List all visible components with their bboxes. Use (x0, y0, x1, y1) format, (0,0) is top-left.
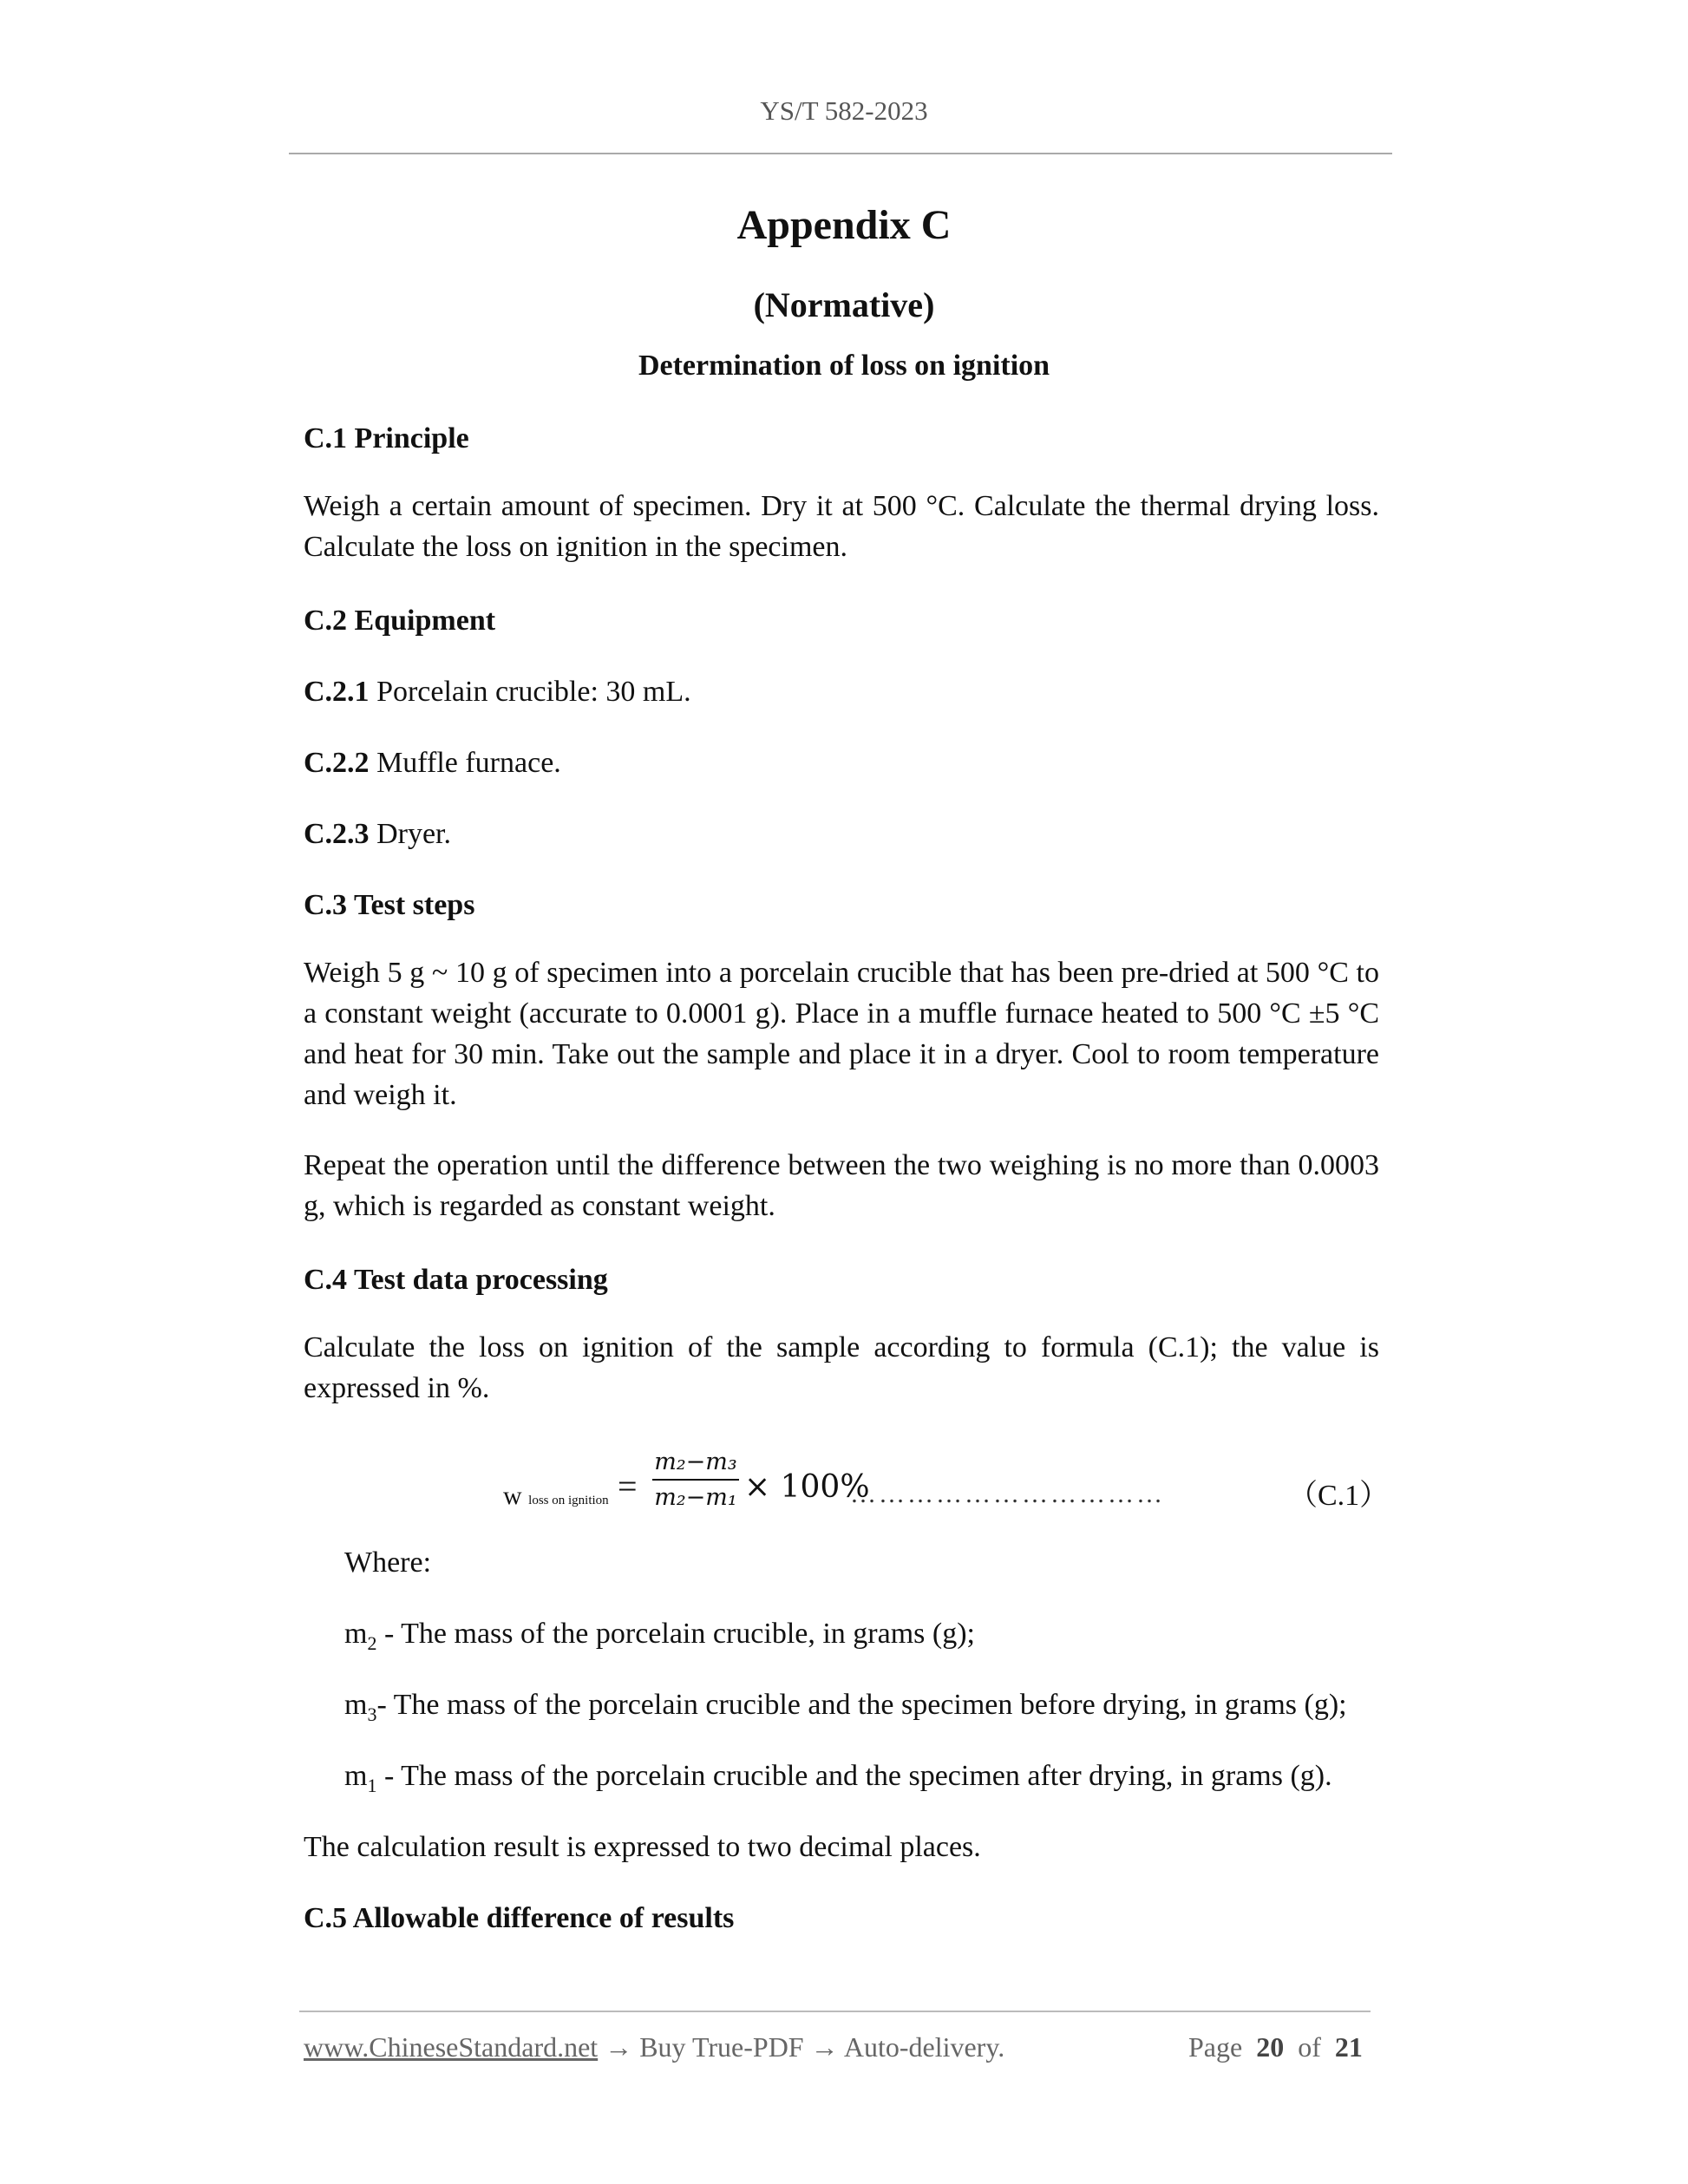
formula-numerator: m₂−m₃ (652, 1448, 739, 1481)
c3-paragraph-1: Weigh 5 g ~ 10 g of specimen into a porcelain crucible that has been pre-dried at 500 °C to a constant weight (accurate to 0.0001 g). Place in a muffle furnace heated to 500 °C ±5 °C and heat for 30 min. Take out the sample and place it in a dryer. Cool to room temperature and weigh it. (304, 957, 1379, 1111)
formula-c1 (0, 1440, 1688, 1518)
appendix-title: Appendix C (736, 202, 952, 248)
footer-divider (299, 2011, 1371, 2012)
item-number: C.2.1 (304, 676, 370, 708)
item-text: Dryer. (369, 818, 451, 850)
appendix-subtitle: Determination of loss on ignition (638, 350, 1050, 382)
section-heading-c4: C.4 Test data processing (304, 1264, 608, 1296)
c1-paragraph: Weigh a certain amount of specimen. Dry it at 500 °C. Calculate the thermal drying loss. Calculate the loss on ignition in the specimen. (304, 490, 1379, 563)
item-number: C.2.3 (304, 818, 370, 850)
formula-lhs-subscript: loss on ignition (528, 1494, 609, 1507)
section-heading-c1: C.1 Principle (304, 422, 469, 454)
section-heading-c3: C.3 Test steps (304, 889, 475, 921)
page-number: Page 20 of 21 (1188, 2031, 1363, 2063)
item-text: Muffle furnace. (369, 747, 561, 779)
appendix-status: (Normative) (753, 285, 935, 324)
item-number: C.2.2 (304, 747, 370, 779)
formula-denominator: m₂−m₁ (654, 1484, 737, 1511)
document-code: YS/T 582-2023 (760, 95, 928, 126)
section-heading-c2: C.2 Equipment (304, 605, 496, 637)
formula-lhs: w loss on ignition (503, 1481, 609, 1510)
c4-result-note: The calculation result is expressed to two decimal places. (304, 1831, 981, 1863)
formula-fraction (652, 1448, 739, 1511)
formula-multiplier: × 100% (744, 1469, 870, 1505)
total-pages: 21 (1334, 2031, 1363, 2063)
header-divider (289, 153, 1392, 154)
footer-promo-text: → Buy True-PDF → Auto-delivery. (598, 2031, 1005, 2063)
current-page: 20 (1256, 2031, 1285, 2063)
where-item: $m_1$ - The mass of the porcelain crucible and the specimen after drying, in grams (g). (344, 1760, 1332, 1796)
c3-paragraph-2: Repeat the operation until the difference between the two weighing is no more than 0.0003 g, which is regarded as constant weight. (304, 1149, 1379, 1222)
footer-promo (304, 2031, 1004, 2063)
where-item: $m_3-$ The mass of the porcelain crucible and the specimen before drying, in grams (g); (344, 1689, 1347, 1725)
equipment-item (304, 671, 1379, 712)
item-text: Porcelain crucible: 30 mL. (369, 676, 691, 708)
section-heading-c5: C.5 Allowable difference of results (304, 1902, 735, 1934)
formula-number: （C.1） (1288, 1480, 1390, 1512)
where-item: $m_2$ - The mass of the porcelain crucible, in grams (g); (344, 1618, 975, 1654)
where-label: Where: (344, 1546, 432, 1579)
formula-leader-dots: …………………………… (850, 1480, 1165, 1508)
equipment-item (304, 742, 1379, 783)
website-link[interactable]: www.ChineseStandard.net (304, 2031, 599, 2063)
equipment-item (304, 814, 1379, 854)
c4-paragraph: Calculate the loss on ignition of the sample according to formula (C.1); the value is expressed in %. (304, 1331, 1379, 1404)
formula-equals: = (618, 1467, 638, 1506)
